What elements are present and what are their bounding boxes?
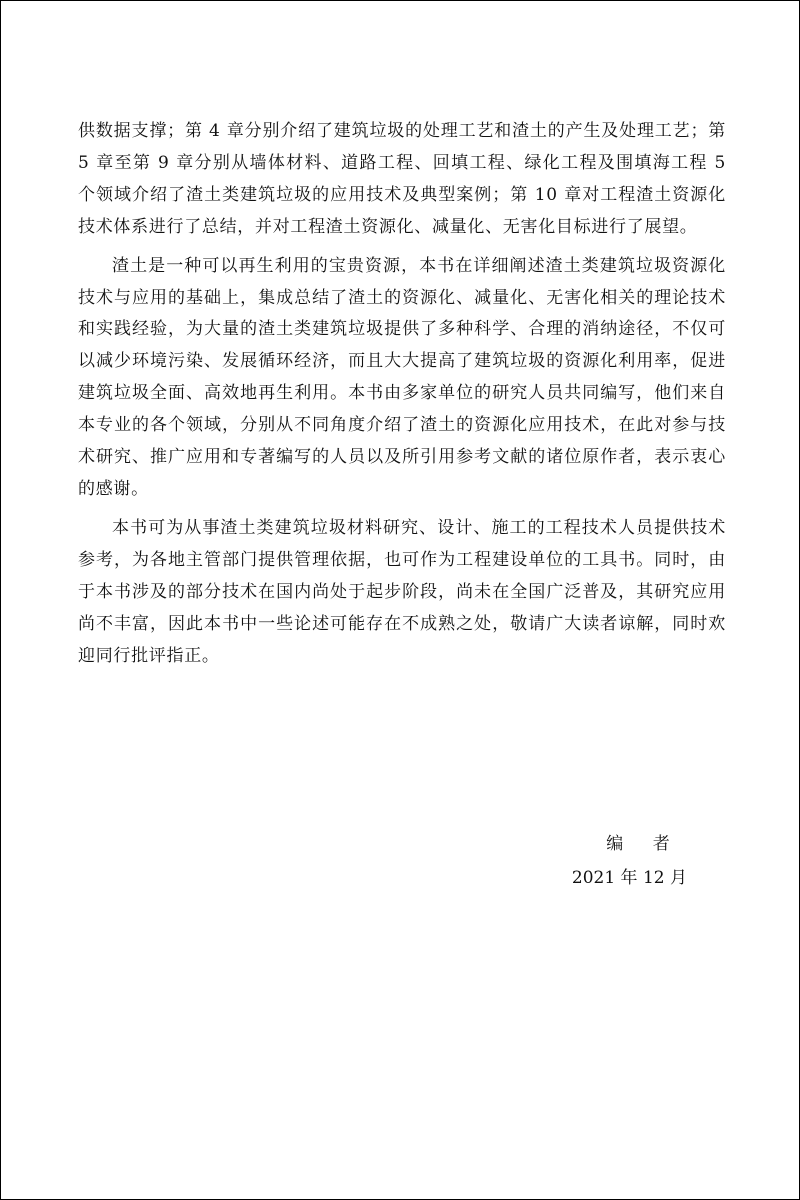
signature-editor: 编 者 xyxy=(606,834,682,854)
paragraph-audience: 本书可为从事渣土类建筑垃圾材料研究、设计、施工的工程技术人员提供技术参考，为各地主管部门提供管理依据，也可作为工程建设单位的工具书。同时，由于本书涉及的部分技术在国内尚处于起步阶段，尚未在全国广泛普及，其研究应用尚不丰富，因此本书中一些论述可能存在不成熟之处，敬请广大读者谅解，同时欢迎同行批评指正。 xyxy=(78,517,726,666)
paragraph-continuation: 供数据支撑；第 4 章分别介绍了建筑垃圾的处理工艺和渣土的产生及处理工艺；第 5 章至第 9 章分别从墙体材料、道路工程、回填工程、绿化工程及围填海工程 5 个领域介绍了渣土类建筑垃圾的应用技术及典型案例；第 10 章对工程渣土资源化技术体系进行了总结，并对工程渣土资源化、减量化、无害化目标进行了展望。 xyxy=(78,121,726,237)
preface-body xyxy=(78,116,726,679)
paragraph-resources: 渣土是一种可以再生利用的宝贵资源，本书在详细阐述渣土类建筑垃圾资源化技术与应用的基础上，集成总结了渣土的资源化、减量化、无害化相关的理论技术和实践经验，为大量的渣土类建筑垃圾提供了多种科学、合理的消纳途径，不仅可以减少环境污染、发展循环经济，而且大大提高了建筑垃圾的资源化利用率，促进建筑垃圾全面、高效地再生利用。本书由多家单位的研究人员共同编写，他们来自本专业的各个领域，分别从不同角度介绍了渣土的资源化应用技术，在此对参与技术研究、推广应用和专著编写的人员以及所引用参考文献的诸位原作者，表示衷心的感谢。 xyxy=(78,255,726,499)
signature-date: 2021 年 12 月 xyxy=(571,868,687,888)
